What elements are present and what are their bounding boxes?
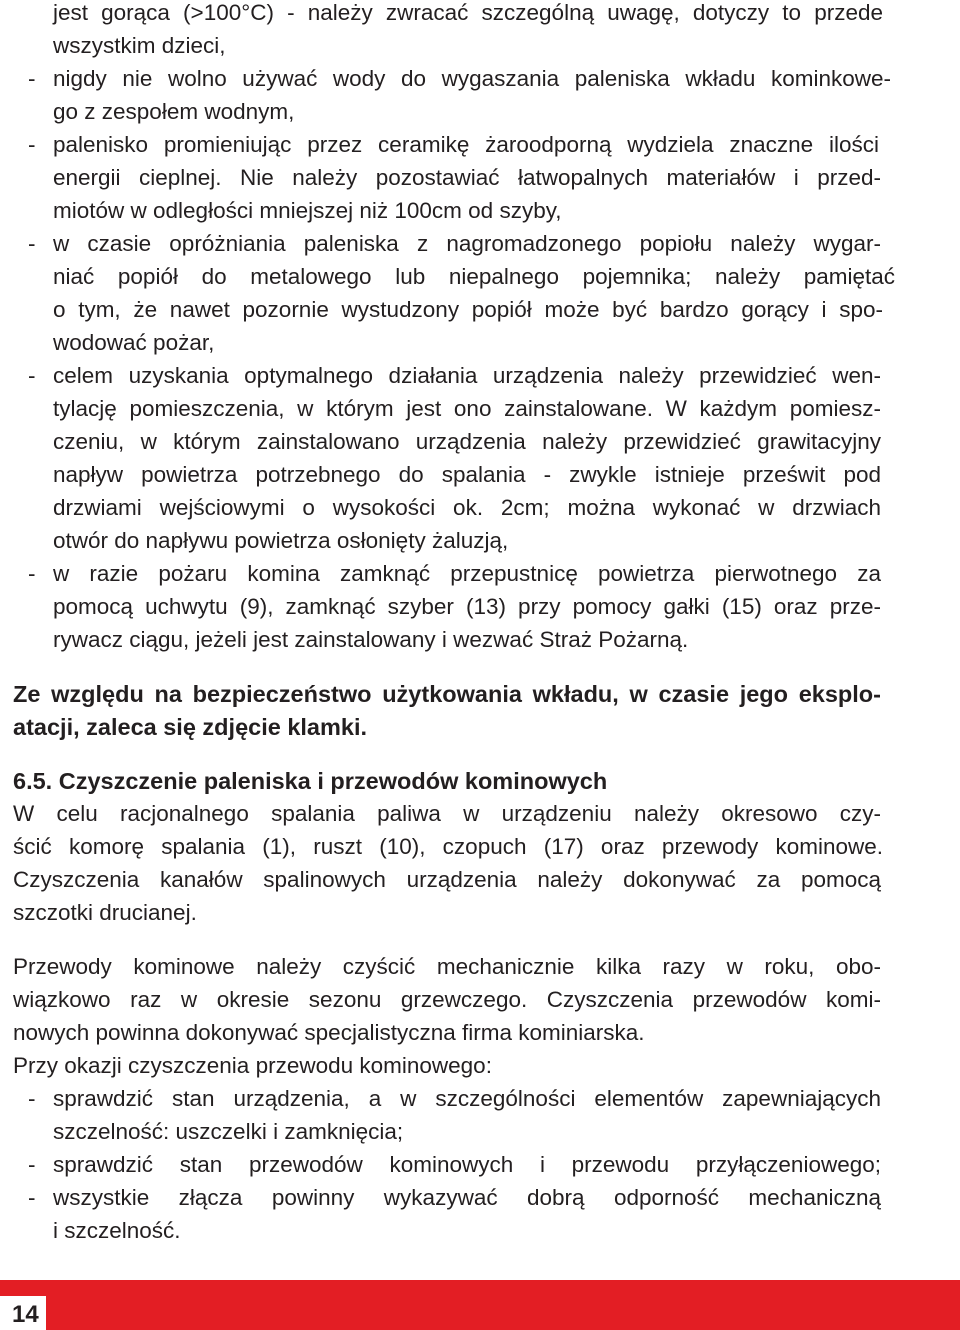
bullet-dash: -	[28, 66, 36, 91]
text-line: wiązkowo raz w okresie sezonu grzewczego. Czyszczenia przewodów komi-	[13, 987, 881, 1012]
text-line: go z zespołem wodnym,	[53, 99, 295, 124]
bullet-dash: -	[28, 363, 36, 388]
bullet-dash: -	[28, 132, 36, 157]
text-line: o tym, że nawet pozornie wystudzony popiół może być bardzo gorący i spo-	[53, 297, 883, 322]
bullet-dash: -	[28, 1185, 36, 1210]
text-line: niać popiół do metalowego lub niepalnego pojemnika; należy pamiętać	[53, 264, 895, 289]
text-line: Czyszczenia kanałów spalinowych urządzenia należy dokonywać za pomocą	[13, 867, 881, 892]
text-line: palenisko promieniując przez ceramikę żaroodporną wydziela znaczne ilości	[53, 132, 879, 157]
text-line: celem uzyskania optymalnego działania urządzenia należy przewidzieć wen-	[53, 363, 881, 388]
text-line: tylację pomieszczenia, w którym jest ono zainstalowane. W każdym pomiesz-	[53, 396, 881, 421]
section-heading: 6.5. Czyszczenie paleniska i przewodów kominowych	[13, 768, 608, 794]
text-line: Przy okazji czyszczenia przewodu kominowego:	[13, 1053, 492, 1078]
text-line: jest gorąca (>100°C) - należy zwracać szczególną uwagę, dotyczy to przede	[53, 0, 883, 25]
text-line: napływ powietrza potrzebnego do spalania - zwykle istnieje prześwit pod	[53, 462, 881, 487]
text-line: sprawdzić stan urządzenia, a w szczególności elementów zapewniających	[53, 1086, 881, 1111]
text-line: nigdy nie wolno używać wody do wygaszania paleniska wkładu kominkowe-	[53, 66, 891, 91]
text-line: pomocą uchwytu (9), zamknąć szyber (13) przy pomocy gałki (15) oraz prze-	[53, 594, 881, 619]
text-line: nowych powinna dokonywać specjalistyczna firma kominiarska.	[13, 1020, 645, 1045]
bullet-dash: -	[28, 1086, 36, 1111]
text-line: sprawdzić stan przewodów kominowych i przewodu przyłączeniowego;	[53, 1152, 881, 1177]
text-line: w czasie opróżniania paleniska z nagromadzonego popiołu należy wygar-	[53, 231, 881, 256]
text-line: W celu racjonalnego spalania paliwa w urządzeniu należy okresowo czy-	[13, 801, 881, 826]
text-line: Przewody kominowe należy czyścić mechanicznie kilka razy w roku, obo-	[13, 954, 881, 979]
text-line: energii cieplnej. Nie należy pozostawiać łatwopalnych materiałów i przed-	[53, 165, 881, 190]
text-line: szczelność: uszczelki i zamknięcia;	[53, 1119, 404, 1144]
text-line: drzwiami wejściowymi o wysokości ok. 2cm; można wykonać w drzwiach	[53, 495, 881, 520]
footer-bar	[0, 1280, 960, 1330]
page-number: 14	[12, 1301, 39, 1328]
text-line: ścić komorę spalania (1), ruszt (10), czopuch (17) oraz przewody kominowe.	[13, 834, 883, 859]
warning-text: Ze względu na bezpieczeństwo użytkowania wkładu, w czasie jego eksplo-	[13, 681, 881, 707]
text-line: miotów w odległości mniejszej niż 100cm od szyby,	[53, 198, 562, 223]
text-line: w razie pożaru komina zamknąć przepustnicę powietrza pierwotnego za	[53, 561, 881, 586]
text-line: wszystkim dzieci,	[53, 33, 226, 58]
bullet-dash: -	[28, 561, 36, 586]
text-line: otwór do napływu powietrza osłonięty żaluzją,	[53, 528, 509, 553]
text-line: rywacz ciągu, jeżeli jest zainstalowany i wezwać Straż Pożarną.	[53, 627, 689, 652]
warning-text: atacji, zaleca się zdjęcie klamki.	[13, 714, 368, 740]
text-line: szczotki drucianej.	[13, 900, 197, 925]
bullet-dash: -	[28, 231, 36, 256]
text-line: wodować pożar,	[53, 330, 215, 355]
text-line: wszystkie złącza powinny wykazywać dobrą odporność mechaniczną	[53, 1185, 881, 1210]
text-line: i szczelność.	[53, 1218, 181, 1243]
text-line: czeniu, w którym zainstalowano urządzenia należy przewidzieć grawitacyjny	[53, 429, 881, 454]
bullet-dash: -	[28, 1152, 36, 1177]
